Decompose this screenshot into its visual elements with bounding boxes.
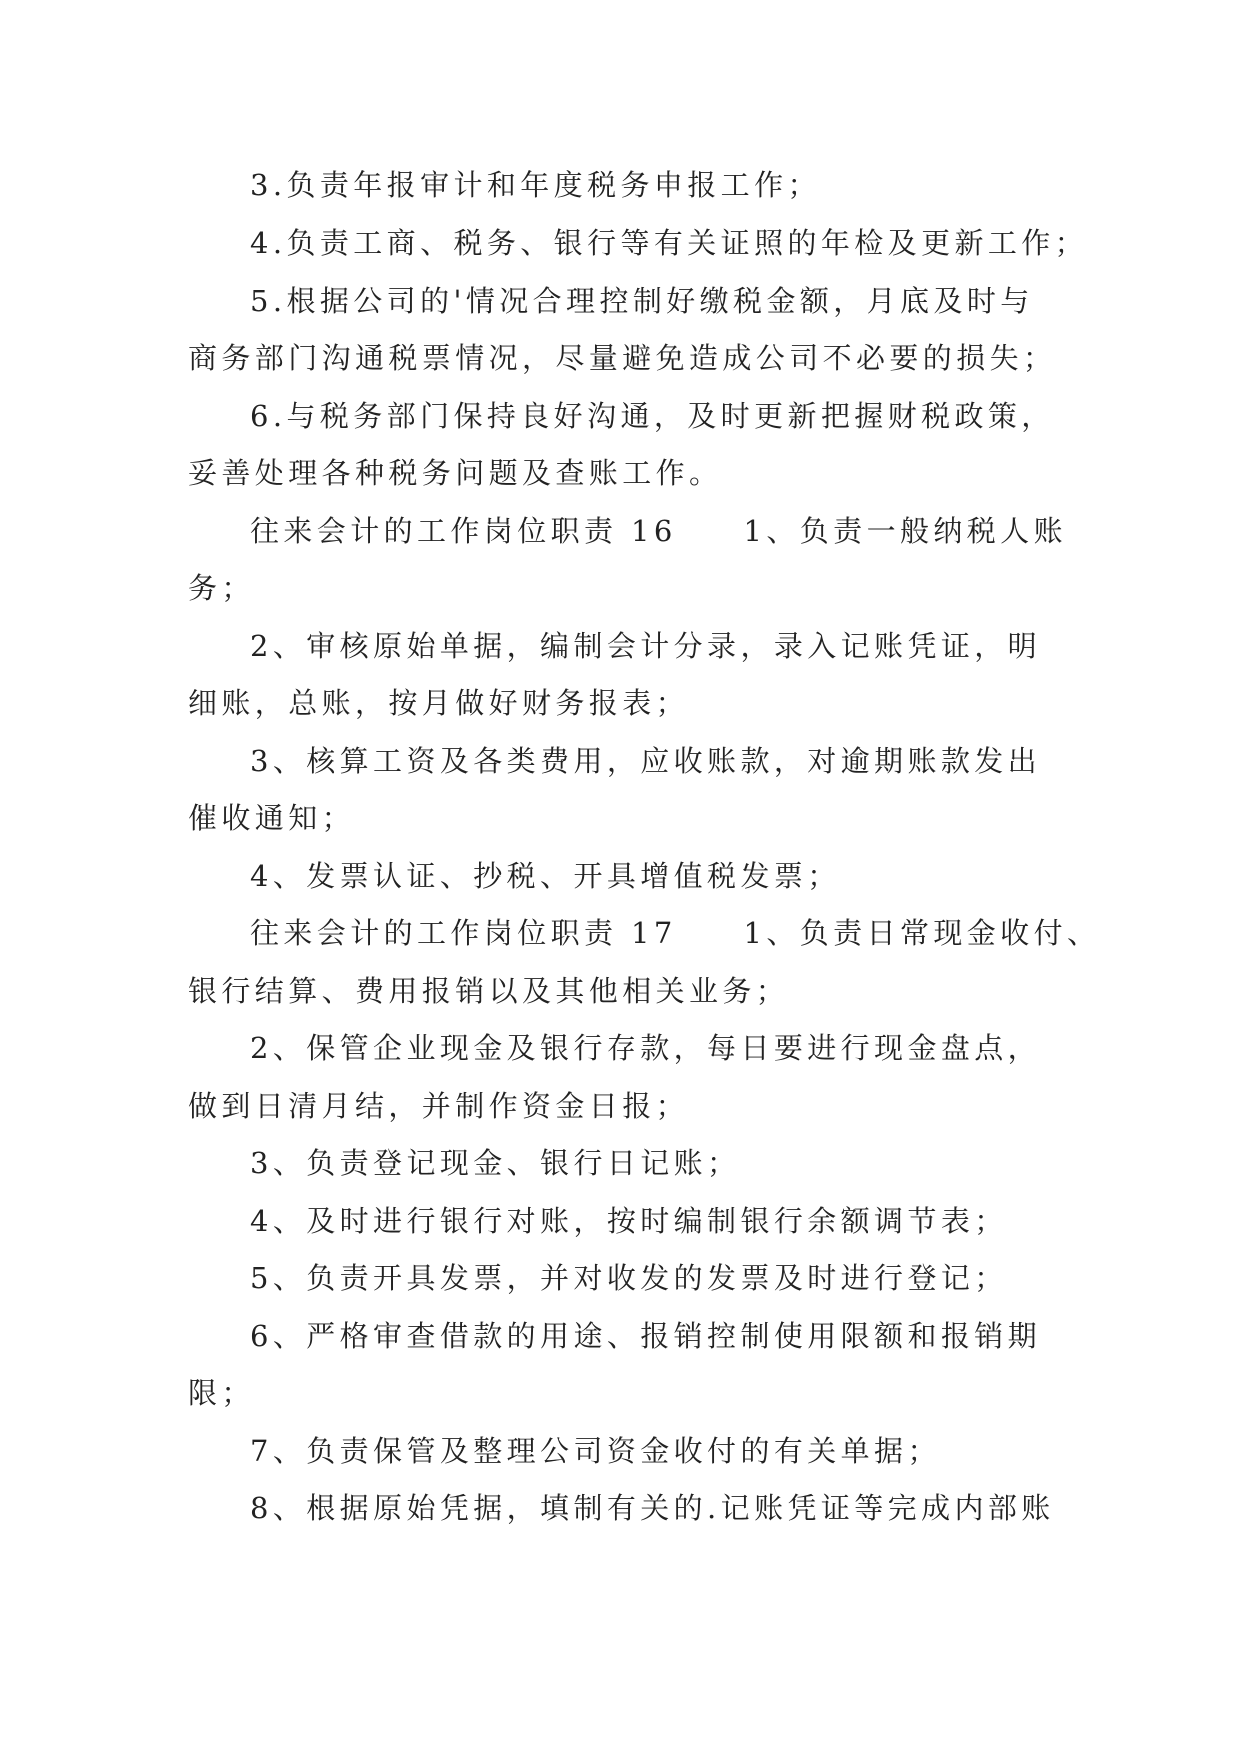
section-heading-line: 往来会计的工作岗位职责 17 1、负责日常现金收付、 bbox=[250, 916, 1101, 950]
text-line: 4、发票认证、抄税、开具增值税发票； bbox=[250, 859, 841, 893]
text-line: 6.与税务部门保持良好沟通，及时更新把握财税政策， bbox=[250, 399, 1055, 433]
text-line: 2、保管企业现金及银行存款，每日要进行现金盘点， bbox=[250, 1031, 1042, 1065]
text-line: 催收通知； bbox=[188, 801, 356, 835]
text-line: 8、根据原始凭据，填制有关的.记账凭证等完成内部账 bbox=[250, 1491, 1055, 1525]
text-line: 做到日清月结，并制作资金日报； bbox=[188, 1089, 690, 1123]
text-line: 务； bbox=[188, 571, 255, 605]
text-line: 妥善处理各种税务问题及查账工作。 bbox=[188, 456, 723, 490]
text-line: 2、审核原始单据，编制会计分录，录入记账凭证，明 bbox=[250, 629, 1042, 663]
text-line: 3、负责登记现金、银行日记账； bbox=[250, 1146, 741, 1180]
text-line: 4、及时进行银行对账，按时编制银行余额调节表； bbox=[250, 1204, 1008, 1238]
text-line: 细账，总账，按月做好财务报表； bbox=[188, 686, 690, 720]
text-line: 4.负责工商、税务、银行等有关证照的年检及更新工作； bbox=[250, 226, 1089, 260]
text-line: 3.负责年报审计和年度税务申报工作； bbox=[250, 168, 821, 202]
text-line: 银行结算、费用报销以及其他相关业务； bbox=[188, 974, 790, 1008]
text-line: 6、严格审查借款的用途、报销控制使用限额和报销期 bbox=[250, 1319, 1042, 1353]
text-line: 3、核算工资及各类费用，应收账款，对逾期账款发出 bbox=[250, 744, 1042, 778]
text-line: 商务部门沟通税票情况，尽量避免造成公司不必要的损失； bbox=[188, 341, 1057, 375]
text-line: 5、负责开具发票，并对收发的发票及时进行登记； bbox=[250, 1261, 1008, 1295]
text-line: 7、负责保管及整理公司资金收付的有关单据； bbox=[250, 1434, 941, 1468]
text-line: 限； bbox=[188, 1376, 255, 1410]
text-line: 5.根据公司的'情况合理控制好缴税金额，月底及时与 bbox=[250, 284, 1034, 318]
section-heading-line: 往来会计的工作岗位职责 16 1、负责一般纳税人账 bbox=[250, 514, 1067, 548]
